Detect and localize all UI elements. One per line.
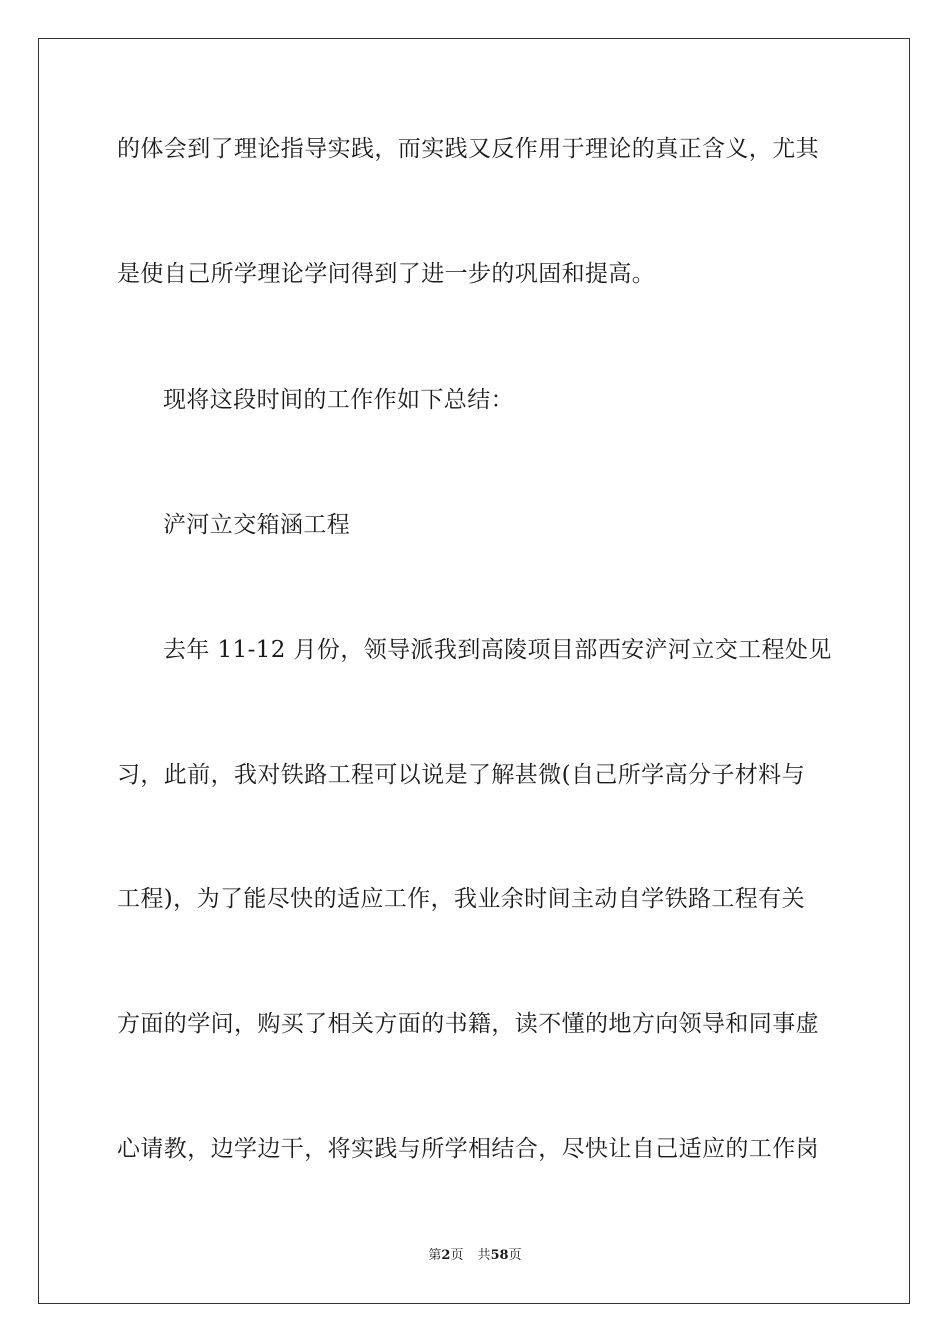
body-line-8: 方面的学问，购买了相关方面的书籍，读不懂的地方向领导和同事虚 xyxy=(117,1011,819,1037)
body-line-9: 心请教，边学边干，将实践与所学相结合，尽快让自己适应的工作岗 xyxy=(117,1136,819,1162)
body-line-6: 习，此前，我对铁路工程可以说是了解甚微(自己所学高分子材料与 xyxy=(117,762,805,788)
footer-page-number: 2 xyxy=(441,1248,451,1263)
footer-page-prefix: 第 xyxy=(428,1248,442,1263)
page-footer xyxy=(0,1247,950,1265)
section-heading: 浐河立交箱涵工程 xyxy=(163,512,351,538)
footer-total-prefix: 共 xyxy=(477,1248,491,1263)
body-line-1: 的体会到了理论指导实践，而实践又反作用于理论的真正含义，尤其 xyxy=(117,136,819,162)
body-line-3: 现将这段时间的工作作如下总结： xyxy=(163,387,514,413)
footer-page-suffix: 页 xyxy=(450,1248,464,1263)
body-line-2: 是使自己所学理论学问得到了进一步的巩固和提高。 xyxy=(117,261,656,287)
body-line-5: 去年 11-12 月份，领导派我到高陵项目部西安浐河立交工程处见 xyxy=(163,637,832,663)
page-border xyxy=(38,38,910,1304)
body-line-7: 工程)，为了能尽快的适应工作，我业余时间主动自学铁路工程有关 xyxy=(117,886,805,912)
footer-total-suffix: 页 xyxy=(508,1248,522,1263)
footer-total-pages: 58 xyxy=(490,1248,509,1263)
